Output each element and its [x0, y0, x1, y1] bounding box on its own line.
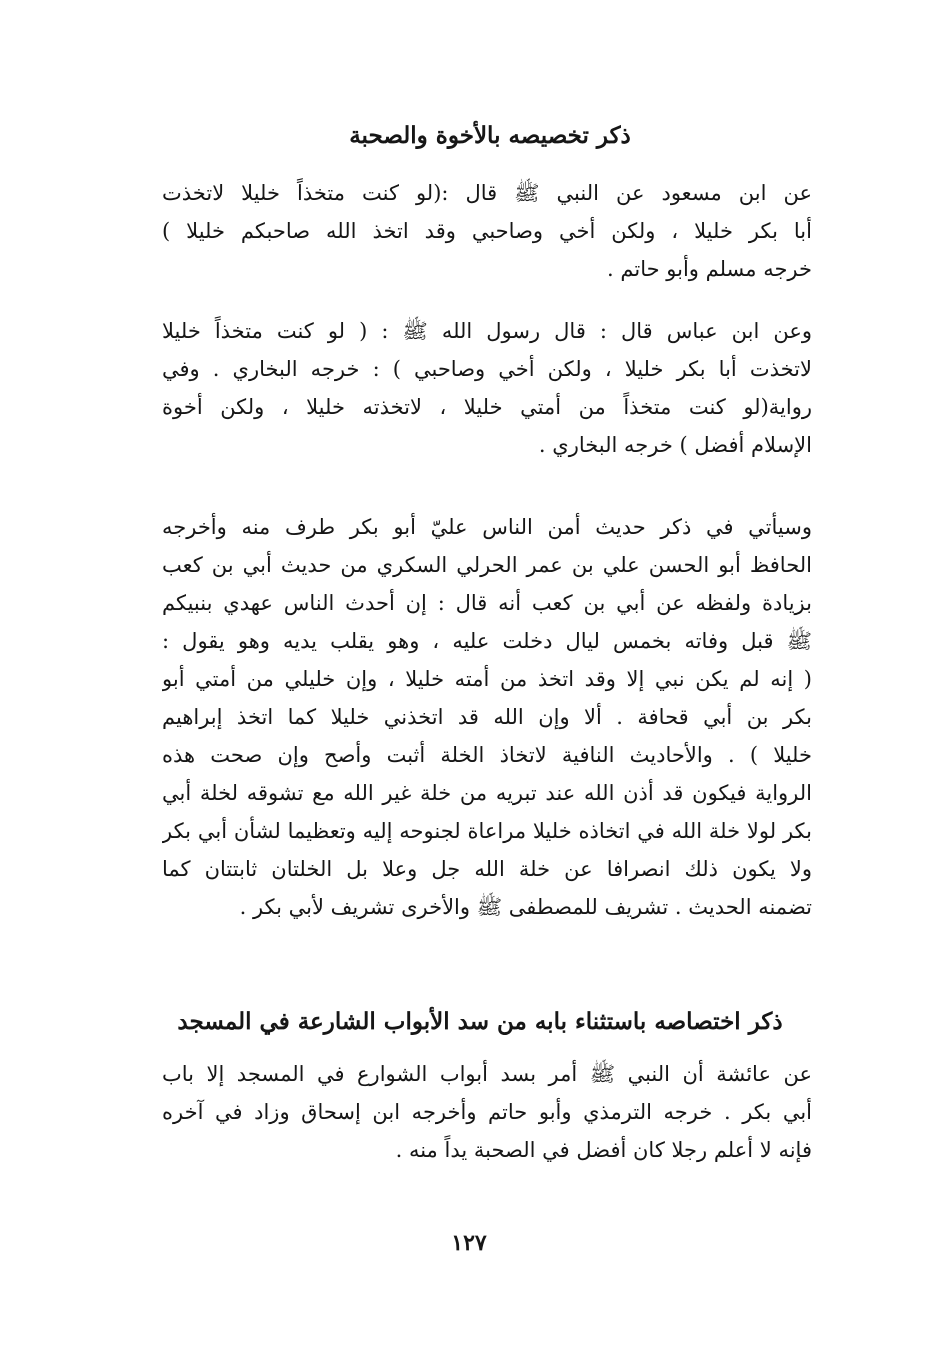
text-line: عن ابن مسعود عن النبي ﷺ قال :(لو كنت متخذاً خليلا لاتخذت: [162, 181, 812, 205]
paragraph-aisha: [162, 1055, 812, 1169]
text-line: بكر لولا خلة الله في اتخاذه خليلا مراعاة لجنوحه إليه وتعظيما لشأن أبي بكر: [162, 819, 812, 843]
text-line: أبا بكر خليلا ، ولكن أخي وصاحبي وقد اتخذ الله صاحبكم خليلا ): [162, 219, 812, 243]
text-line: بزيادة ولفظه عن أبي بن كعب أنه قال : إن أحدث الناس عهدي بنبيكم: [162, 591, 812, 615]
text-line: عن عائشة أن النبي ﷺ أمر بسد أبواب الشوارع في المسجد إلا باب: [162, 1062, 812, 1086]
text-line: لاتخذت أبا بكر خليلا ، ولكن أخي وصاحبي ) : خرجه البخاري . وفي: [162, 357, 812, 381]
text-line: وسيأتي في ذكر حديث أمن الناس عليّ أبو بكر طرف منه وأخرجه: [162, 515, 812, 539]
section-heading-brotherhood: ذكر تخصيصه بالأخوة والصحبة: [349, 122, 631, 149]
text-line: خرجه مسلم وأبو حاتم .: [607, 257, 812, 281]
text-line: الحافظ أبو الحسن علي بن عمر الحرلي السكري من حديث أبي بن كعب: [162, 553, 812, 577]
paragraph-ibn-abbas: [162, 312, 812, 464]
text-line: الرواية فيكون قد أذن الله عند تبريه من خلة غير الله مع تشوقه لخلة أبي: [162, 781, 812, 805]
text-line: ولا يكون ذلك انصرافا عن خلة الله جل وعلا بل الخلتان ثابتتان كما: [162, 857, 812, 881]
text-line: فإنه لا أعلم رجلا كان أفضل في الصحبة يداً منه .: [395, 1138, 812, 1162]
text-line: ( إنه لم يكن نبي إلا وقد اتخذ من أمته خليلا ، وإن خليلي من أمتي أبو: [162, 667, 812, 691]
text-line: بكر بن أبي قحافة . ألا وإن الله قد اتخذني خليلا كما اتخذ إبراهيم: [162, 705, 812, 729]
text-line: الإسلام أفضل ) خرجه البخاري .: [538, 433, 812, 457]
text-line: خليلا ) . والأحاديث النافية لاتخاذ الخلة أثبت وأصح وإن صحت هذه: [162, 743, 812, 767]
page-number: ١٢٧: [451, 1230, 487, 1256]
text-line: ﷺ قبل وفاته بخمس ليال دخلت عليه ، وهو يقلب يديه وهو يقول :: [162, 629, 812, 653]
text-line: رواية(لو كنت متخذاً من أمتي خليلا ، لاتخذته خليلا ، ولكن أخوة: [162, 395, 812, 419]
paragraph-ibn-masud: [162, 174, 812, 288]
text-line: وعن ابن عباس قال : قال رسول الله ﷺ : ( لو كنت متخذاً خليلا: [162, 319, 812, 343]
section-heading-door-exception: ذكر اختصاصه باستثناء بابه من سد الأبواب الشارعة في المسجد: [177, 1008, 783, 1035]
text-line: تضمنه الحديث . تشريف للمصطفى ﷺ والأخرى تشريف لأبي بكر .: [239, 895, 812, 919]
text-line: أبي بكر . خرجه الترمذي وأبو حاتم وأخرجه ابن إسحاق وزاد في آخره: [162, 1100, 812, 1124]
paragraph-ubayy-ibn-kaab: [162, 508, 812, 926]
